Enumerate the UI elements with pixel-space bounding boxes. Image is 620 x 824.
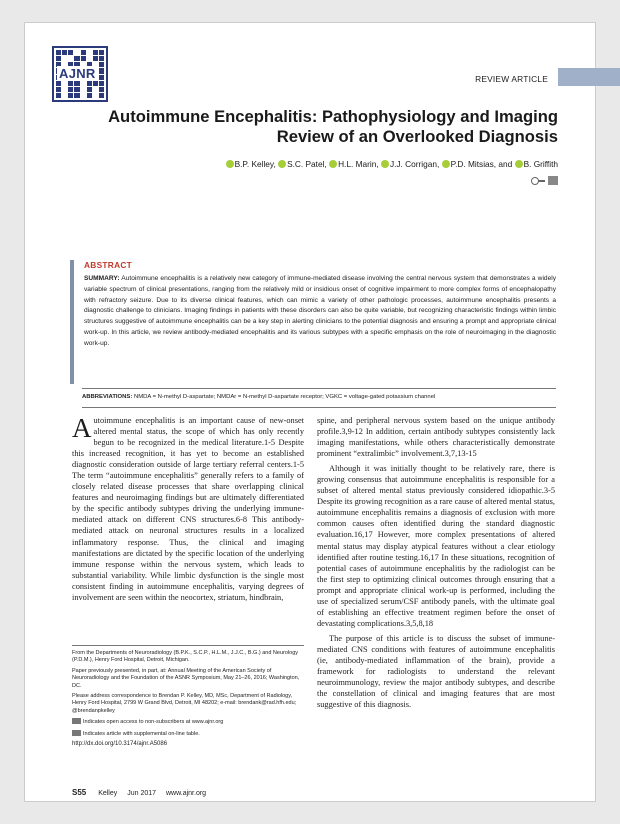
section-label: REVIEW ARTICLE — [475, 74, 548, 84]
author: H.L. Marin, — [338, 159, 379, 169]
supplemental-note: Indicates article with supplemental on-line table. — [83, 730, 200, 737]
journal-logo: AJNR — [59, 66, 96, 81]
author-list — [226, 159, 558, 169]
author: B.P. Kelley, — [234, 159, 276, 169]
doi-link[interactable]: http://dx.doi.org/10.3174/ajnr.A5086 — [72, 741, 168, 748]
abstract-box — [70, 260, 556, 384]
body-column-right — [317, 415, 555, 712]
open-access-icon — [72, 718, 81, 724]
author: P.D. Mitsias, and — [450, 159, 513, 169]
abbreviations — [82, 388, 556, 408]
correspondence-note: Please address correspondence to Brendan P. Kelley, MD, MSc, Department of Radiology, Henry Ford Hospital, 2799 W Grand Blvd, Detroit, MI 48202; e-mail: brendank@rad.hfh.edu; @brendanpkelley — [72, 693, 297, 714]
access-icons — [531, 176, 558, 185]
summary-text: Autoimmune encephalitis is a relatively new category of immune-mediated disease involving the central nervous system that demonstrates a widely variable spectrum of clinical presentations, ranging from the relatively mild or insidious onset of cognitive impairment to more complex forms of encephalopathy with refractory seizure. Due to its diverse clinical features, which can mimic a variety of other pathologic processes, autoimmune encephalitis presents a diagnostic challenge to clinicians. Imaging findings in patients with these disorders can also be quite variable, but recognizing characteristic findings within limbic structures suggestive of autoimmune encephalitis can be a key step in alerting clinicians to the potential diagnosis and ensuring a prompt and appropriate clinical work-up. In this article, we review antibody-mediated encephalitis and its various subtypes with a specific emphasis on the role of neuroimaging in the diagnostic work-up. — [84, 275, 557, 347]
body-paragraph: spine, and peripheral nervous system based on the unique antibody profile.3,9-12 In addition, certain antibody subtypes consistently lack imaging manifestations, while others characteristically demonstrate prominent “extralimbic” involvement.3,7,13-15 — [317, 416, 555, 459]
orcid-icon[interactable] — [381, 160, 389, 168]
orcid-icon[interactable] — [278, 160, 286, 168]
abbreviations-text: NMDA = N-methyl D-aspartate; NMDAr = N-methyl D-aspartate receptor; VGKC = voltage-gated potassium channel — [133, 394, 436, 400]
body-paragraph: Although it was initially thought to be relatively rare, there is growing consensus that autoimmune encephalitis is responsible for a subset of altered mental status previously considered idiopathic.3-5 Despite its growing recognition as a rare cause of altered mental status, autoimmune encephalitis remains a diagnosis of exclusion with more common causes often identified during the standard diagnostic evaluation.16,17 However, more complex presentations of altered mental status may display atypical features without a clear etiology identified after routine testing.16,17 In these situations, recognition of potential cases of autoimmune encephalitis by the radiologist can be the first step to optimizing clinical outcomes through ensuring that a prompt and appropriate clinical work-up is performed, including the use of specialized serum/CSF antibody panels, with the ultimate goal of establishing an effective treatment regimen before the onset of devastating complications.3,5,8,18 — [317, 464, 555, 628]
author: B. Griffith — [523, 159, 558, 169]
author: S.C. Patel, — [287, 159, 327, 169]
footer-author: Kelley — [98, 790, 118, 797]
body-paragraph: utoimmune encephalitis is an important cause of new-onset altered mental status, the scope of which has only recently begun to be recognized in the medical literature.1-5 Despite this increased recognition, it has yet to become an established diagnostic consideration outside of large tertiary referral centers.1-5 The term “autoimmune encephalitis” generally refers to a family of closely related disease processes that share overlapping clinical features and neuroimaging findings but are ultimately differentiated by the specific antibody subtypes driving the underlying immune-mediated attack on different CNS structures.6-8 This antibody-mediated attack on neuronal structures results in a localized inflammatory response. Thus, the clinical and imaging manifestations are dictated by the specific location of the underlying immune response within the nervous system, which leads to substantial variability. While limbic dysfunction is the single most consistent finding in autoimmune encephalitis, varying degrees of involvement are seen within the neocortex, striatum, hindbrain, — [72, 416, 304, 602]
drop-cap: A — [72, 413, 92, 443]
supplemental-icon — [72, 730, 81, 736]
abstract-heading: ABSTRACT — [84, 260, 133, 270]
section-bar — [558, 68, 620, 86]
orcid-icon[interactable] — [226, 160, 234, 168]
footer-date: Jun 2017 — [127, 790, 157, 797]
presentation-note: Paper previously presented, in part, at: Annual Meeting of the American Society of Neuroradiology and the Foundation of the ASNR Symposium, May 21–26, 2016; Washington, DC. — [72, 667, 300, 689]
article-title: Autoimmune Encephalitis: Pathophysiology and Imaging Review of an Overlooked Diagnosis — [108, 107, 558, 146]
orcid-icon[interactable] — [515, 160, 523, 168]
orcid-icon[interactable] — [329, 160, 337, 168]
open-access-key-icon — [531, 176, 545, 185]
page-footer — [72, 788, 206, 797]
footnotes — [72, 645, 304, 751]
body-paragraph: The purpose of this article is to discuss the subset of immune-mediated CNS conditions with features of autoimmune encephalitis (ie, antibody-mediated inflammation of the brain), provide a framework for radiologists to understand the relevant neuroimmunology, review the major antibody subtypes, and describe the constellation of clinical and imaging features that are most suggestive of this diagnosis. — [317, 633, 555, 710]
open-access-note: Indicates open access to non-subscribers at www.ajnr.org — [83, 719, 224, 726]
summary-label: SUMMARY: — [84, 275, 120, 282]
abbreviations-label: ABBREVIATIONS: — [82, 394, 133, 400]
footer-site[interactable]: www.ajnr.org — [165, 790, 207, 797]
supplemental-table-icon — [548, 176, 558, 185]
body-column-left — [72, 415, 304, 605]
affiliation-note: From the Departments of Neuroradiology (B.P.K., S.C.P., H.L.M., J.J.C., B.G.) and Neurology (P.D.M.), Henry Ford Hospital, Detroit, Michigan. — [72, 650, 298, 664]
orcid-icon[interactable] — [442, 160, 450, 168]
author: J.J. Corrigan, — [389, 159, 440, 169]
abstract-summary — [84, 274, 556, 350]
page-number: S55 — [72, 788, 87, 797]
